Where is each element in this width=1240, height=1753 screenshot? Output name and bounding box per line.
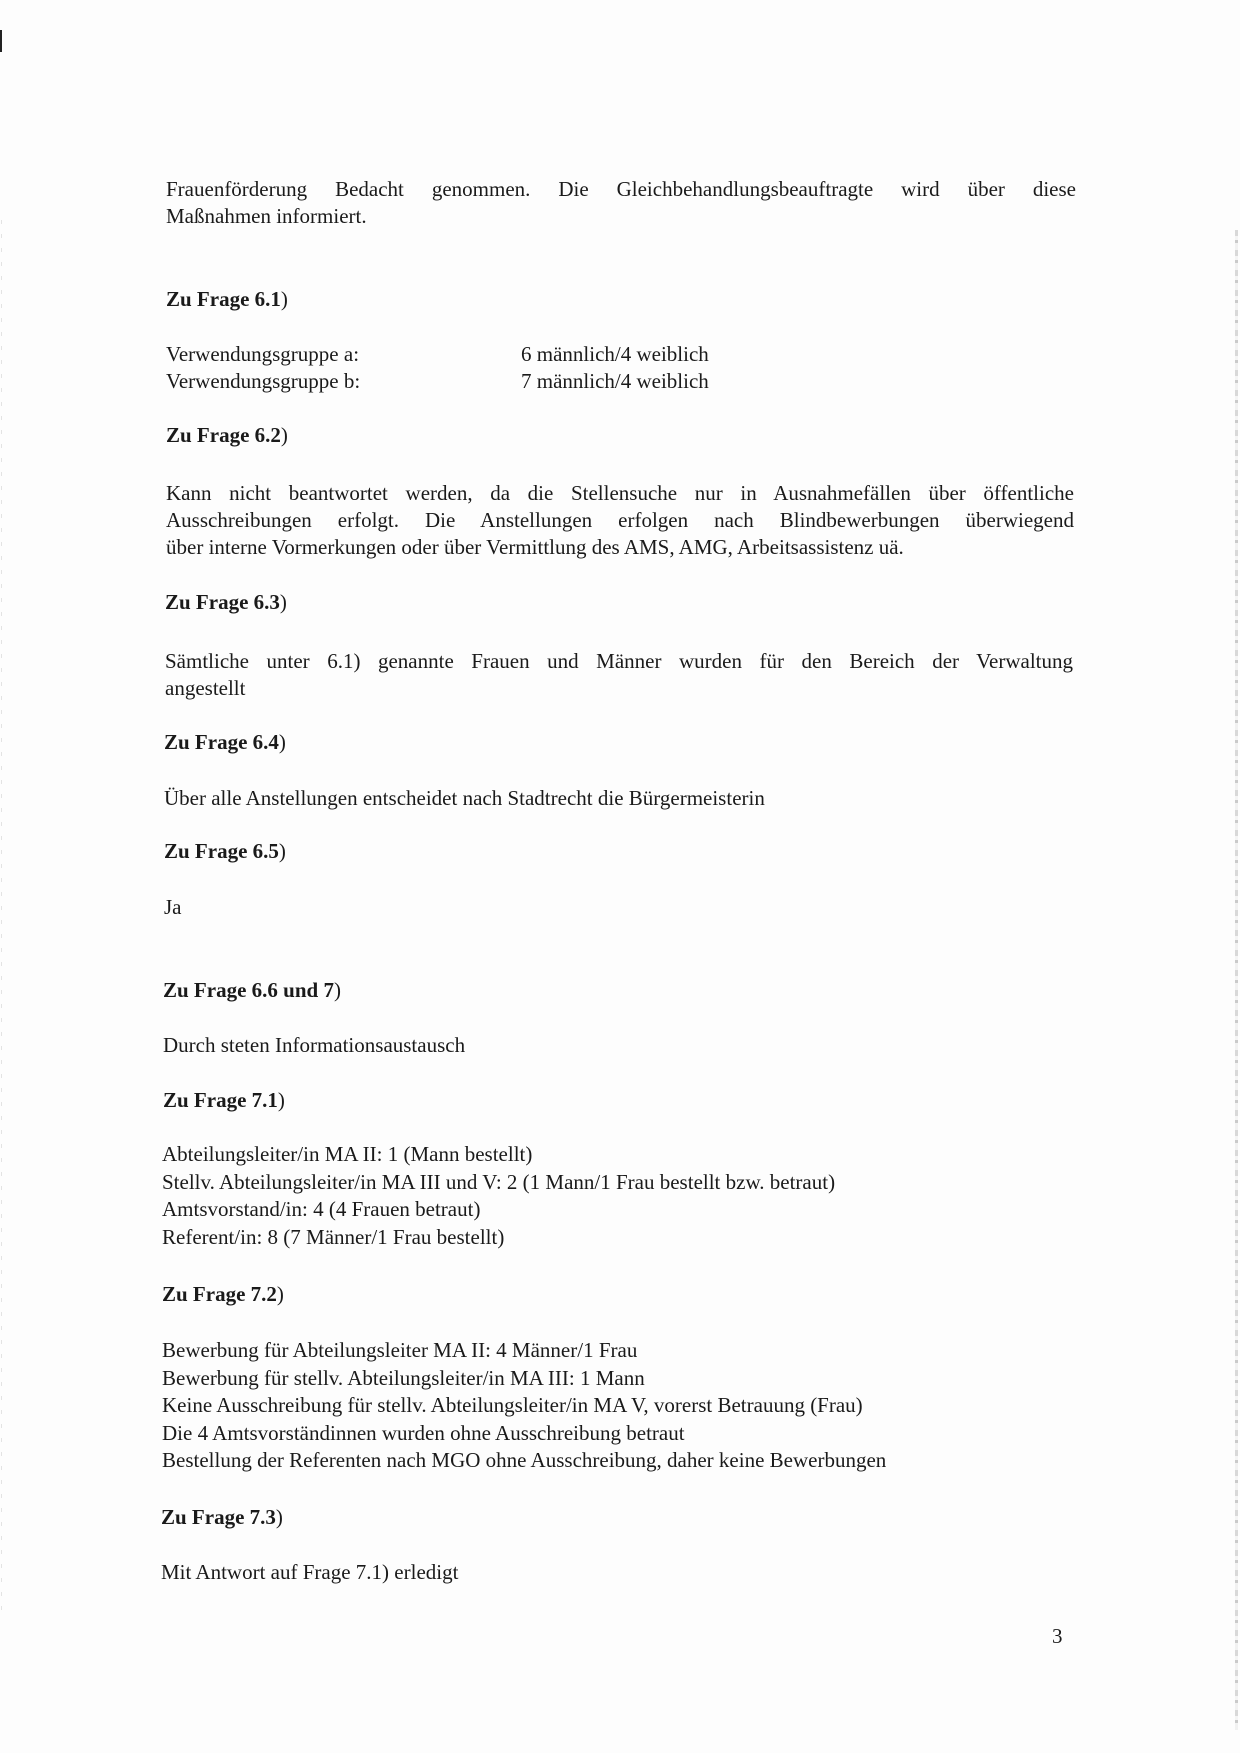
answer-6-2 bbox=[166, 480, 1074, 561]
heading-6-1 bbox=[166, 286, 288, 313]
answer-7-2-line: Bewerbung für stellv. Abteilungsleiter/in MA III: 1 Mann bbox=[162, 1366, 645, 1390]
row-label: Verwendungsgruppe b: bbox=[166, 369, 361, 393]
heading-6-3-paren: ) bbox=[279, 590, 287, 614]
heading-6-4-text: Zu Frage 6.4 bbox=[164, 730, 279, 754]
answer-line: über interne Vormerkungen oder über Vermittlung des AMS, AMG, Arbeitsassistenz uä. bbox=[166, 535, 904, 559]
heading-7-2 bbox=[162, 1281, 284, 1308]
answer-7-1-line: Stellv. Abteilungsleiter/in MA III und V: 2 (1 Mann/1 Frau bestellt bzw. betraut) bbox=[162, 1170, 836, 1194]
answer-7-1-line: Referent/in: 8 (7 Männer/1 Frau bestellt) bbox=[162, 1225, 505, 1249]
page-number: 3 bbox=[1052, 1624, 1063, 1648]
row-value: 6 männlich/4 weiblich bbox=[521, 342, 709, 366]
answer-6-4: Über alle Anstellungen entscheidet nach Stadtrecht die Bürgermeisterin bbox=[164, 786, 765, 810]
heading-6-4 bbox=[164, 729, 286, 756]
intro-line: Maßnahmen informiert. bbox=[166, 204, 367, 228]
heading-7-3-text: Zu Frage 7.3 bbox=[161, 1505, 276, 1529]
heading-6-5-paren: ) bbox=[278, 839, 286, 863]
scan-edge-mark bbox=[0, 30, 2, 52]
answer-line: Sämtliche unter 6.1) genannte Frauen und Männer wurden für den Bereich der Verwaltung bbox=[165, 649, 1073, 673]
answer-7-2-line: Keine Ausschreibung für stellv. Abteilungsleiter/in MA V, vorerst Betrauung (Frau) bbox=[162, 1393, 863, 1417]
heading-6-3-text: Zu Frage 6.3 bbox=[165, 590, 280, 614]
heading-7-2-text: Zu Frage 7.2 bbox=[162, 1282, 277, 1306]
row-label: Verwendungsgruppe a: bbox=[166, 342, 360, 366]
heading-7-1-text: Zu Frage 7.1 bbox=[163, 1088, 278, 1112]
heading-6-6-text: Zu Frage 6.6 und 7 bbox=[163, 978, 334, 1002]
answer-6-5: Ja bbox=[164, 895, 182, 919]
heading-6-5-text: Zu Frage 6.5 bbox=[164, 839, 279, 863]
answer-line: angestellt bbox=[165, 676, 246, 700]
heading-6-6-paren: ) bbox=[333, 978, 341, 1002]
heading-6-2-paren: ) bbox=[280, 423, 288, 447]
answer-6-6: Durch steten Informationsaustausch bbox=[163, 1033, 466, 1057]
answer-7-2-line: Die 4 Amtsvorständinnen wurden ohne Ausschreibung betraut bbox=[162, 1421, 685, 1445]
heading-6-1-paren: ) bbox=[280, 287, 288, 311]
scan-edge-right bbox=[1235, 230, 1238, 1730]
heading-6-4-paren: ) bbox=[278, 730, 286, 754]
answer-7-1-line: Amtsvorstand/in: 4 (4 Frauen betraut) bbox=[162, 1197, 481, 1221]
heading-7-2-paren: ) bbox=[276, 1282, 284, 1306]
heading-7-3-paren: ) bbox=[275, 1505, 283, 1529]
answer-7-3: Mit Antwort auf Frage 7.1) erledigt bbox=[161, 1560, 459, 1584]
scan-edge-left bbox=[1, 220, 2, 1620]
heading-6-6 bbox=[163, 977, 341, 1004]
answer-6-3 bbox=[165, 648, 1073, 702]
heading-6-3 bbox=[165, 589, 287, 616]
heading-6-2 bbox=[166, 422, 288, 449]
heading-7-3 bbox=[161, 1504, 283, 1531]
heading-7-1 bbox=[163, 1087, 285, 1114]
heading-6-2-text: Zu Frage 6.2 bbox=[166, 423, 281, 447]
answer-line: Ausschreibungen erfolgt. Die Anstellungen erfolgen nach Blindbewerbungen überwiegend bbox=[166, 508, 1074, 532]
answer-7-2-line: Bewerbung für Abteilungsleiter MA II: 4 Männer/1 Frau bbox=[162, 1338, 638, 1362]
heading-6-5 bbox=[164, 838, 286, 865]
intro-line: Frauenförderung Bedacht genommen. Die Gleichbehandlungsbeauftragte wird über diese bbox=[166, 177, 1076, 201]
row-value: 7 männlich/4 weiblich bbox=[521, 369, 709, 393]
heading-7-1-paren: ) bbox=[277, 1088, 285, 1112]
answer-7-2-line: Bestellung der Referenten nach MGO ohne Ausschreibung, daher keine Bewerbungen bbox=[162, 1448, 887, 1472]
heading-6-1-text: Zu Frage 6.1 bbox=[166, 287, 281, 311]
intro-paragraph bbox=[166, 176, 1076, 230]
answer-line: Kann nicht beantwortet werden, da die Stellensuche nur in Ausnahmefällen über öffentliche bbox=[166, 481, 1074, 505]
answer-7-1-line: Abteilungsleiter/in MA II: 1 (Mann bestellt) bbox=[162, 1142, 533, 1166]
